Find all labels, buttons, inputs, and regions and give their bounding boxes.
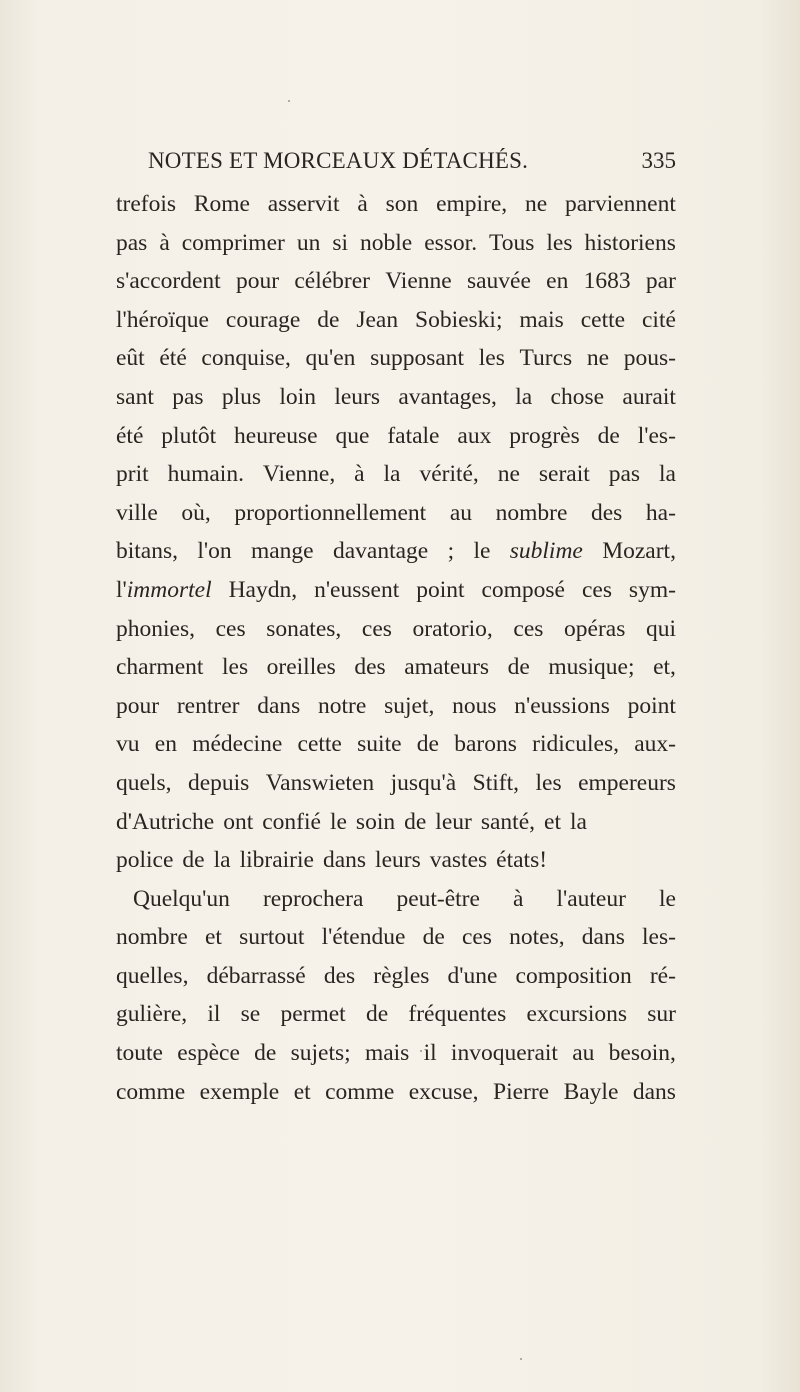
word: ces xyxy=(361,615,392,642)
word: sant xyxy=(116,383,154,410)
word: ridicules, xyxy=(532,731,619,758)
italic-word: immortel xyxy=(126,576,212,603)
word: fréquentes xyxy=(408,1001,507,1028)
word: états! xyxy=(496,847,548,874)
word: point xyxy=(627,692,676,719)
text-line xyxy=(116,610,676,649)
word: ces xyxy=(215,615,246,642)
word: d'une xyxy=(447,962,498,989)
word: et xyxy=(293,1078,311,1105)
word: Rome xyxy=(193,191,250,217)
word: sujet, xyxy=(384,692,435,719)
word: excursions xyxy=(526,1001,627,1028)
word: au xyxy=(449,499,472,526)
word: Mozart, xyxy=(602,538,676,565)
word: depuis xyxy=(187,769,250,796)
running-head: NOTES ET MORCEAUX DÉTACHÉS. xyxy=(148,148,529,173)
word: sur xyxy=(647,1001,676,1028)
text-line xyxy=(116,880,676,919)
word: conquise, xyxy=(201,345,291,372)
word: police xyxy=(116,847,174,874)
word: nombre xyxy=(495,499,568,526)
word: barons xyxy=(454,731,517,758)
word: comme xyxy=(116,1078,186,1105)
word: eût xyxy=(116,345,145,372)
word: si xyxy=(332,229,348,256)
word: sauvée xyxy=(466,268,531,295)
word: parviennent xyxy=(564,191,676,217)
word: dans xyxy=(257,692,301,719)
italic-word: sublime xyxy=(509,538,583,565)
word: pour xyxy=(116,692,160,719)
word: cette xyxy=(297,731,342,758)
word: la xyxy=(383,461,401,488)
word: davantage xyxy=(332,538,429,565)
word: vastes xyxy=(429,847,488,874)
word: ces xyxy=(461,924,492,951)
word: que xyxy=(335,422,370,449)
word: et, xyxy=(653,654,676,681)
word: soin xyxy=(355,808,396,835)
word: mais xyxy=(364,1040,410,1067)
word: les xyxy=(535,769,562,796)
word: supposant xyxy=(370,345,465,372)
word: l'es- xyxy=(637,422,676,449)
word: sonates, xyxy=(266,615,342,642)
word: il xyxy=(423,1040,437,1067)
word: quels, xyxy=(116,769,172,796)
text-line xyxy=(116,339,676,378)
text-line xyxy=(116,725,676,764)
word: Haydn, xyxy=(228,576,298,603)
text-line xyxy=(116,417,676,456)
word: charment xyxy=(116,654,204,681)
word: à xyxy=(159,229,170,256)
word: excuse, xyxy=(408,1078,479,1105)
word: bitans, xyxy=(116,538,179,565)
word: plutôt xyxy=(161,422,217,449)
word: reprochera xyxy=(262,885,364,912)
word: peut-être xyxy=(396,885,480,912)
word: au xyxy=(572,1040,595,1067)
word: 1683 xyxy=(583,268,631,295)
word: ne xyxy=(524,191,548,217)
word: n'eussions xyxy=(514,692,610,719)
paper-speck xyxy=(420,1050,422,1052)
word: dans xyxy=(581,924,625,951)
text-line xyxy=(116,262,676,301)
word: nous xyxy=(452,692,497,719)
word: vérité, xyxy=(419,461,479,488)
word: où, xyxy=(181,499,211,526)
word: à xyxy=(512,885,524,912)
word: notre xyxy=(318,692,367,719)
word: besoin, xyxy=(608,1040,676,1067)
word: essor. xyxy=(424,229,478,256)
word: phonies, xyxy=(116,615,195,642)
word: pas xyxy=(608,461,641,488)
word: se xyxy=(240,1001,261,1028)
word: toute xyxy=(116,1040,163,1067)
word: d'Autriche xyxy=(116,808,215,835)
word: empereurs xyxy=(578,769,676,796)
word: l'on xyxy=(197,538,232,565)
word: empire, xyxy=(436,191,508,217)
word: librairie xyxy=(239,847,314,874)
word: à xyxy=(357,191,368,217)
text-line xyxy=(116,957,676,996)
word: la xyxy=(658,461,676,488)
word: les- xyxy=(642,924,676,951)
paper-speck xyxy=(520,1358,522,1360)
word: composé xyxy=(481,576,565,603)
word: permet xyxy=(280,1001,346,1028)
word: ne xyxy=(497,461,520,488)
word: ne xyxy=(586,345,610,372)
word: un xyxy=(296,229,321,256)
page-number: 335 xyxy=(641,148,676,173)
text-line xyxy=(116,301,676,340)
word: opéras xyxy=(564,615,626,642)
word: règles xyxy=(373,962,430,989)
word: gulière, xyxy=(116,1001,188,1028)
word: débarrassé xyxy=(206,962,306,989)
word: de xyxy=(182,847,205,874)
word: ha- xyxy=(645,499,676,526)
word: proportionnellement xyxy=(234,499,427,526)
word: et xyxy=(204,924,222,951)
word: courage xyxy=(225,306,301,333)
text-line xyxy=(116,532,676,571)
text-line xyxy=(116,764,676,803)
word: oreilles xyxy=(266,654,336,681)
word: chose xyxy=(550,383,605,410)
word: les xyxy=(546,229,573,256)
word: loin xyxy=(279,383,316,410)
word: point xyxy=(416,576,465,603)
word: sujets; xyxy=(290,1040,351,1067)
word: leurs xyxy=(375,847,421,874)
word: ces xyxy=(513,615,544,642)
word: des xyxy=(354,654,386,681)
word: n'eussent xyxy=(314,576,400,603)
word: exemple xyxy=(199,1078,280,1105)
word: cette xyxy=(580,306,626,333)
word: comme xyxy=(325,1078,395,1105)
word: Vienne xyxy=(385,268,452,295)
text-line xyxy=(116,571,676,610)
word: qu'en xyxy=(305,345,356,372)
word: dans xyxy=(322,847,367,874)
word: nombre xyxy=(116,924,188,951)
word: le xyxy=(473,538,491,565)
word: été xyxy=(116,422,144,449)
word: Sobieski; xyxy=(415,306,503,333)
paper-speck xyxy=(288,100,290,102)
word: aux- xyxy=(634,731,676,758)
word: l'héroïque xyxy=(116,306,209,333)
text-line xyxy=(116,378,676,417)
word: le xyxy=(658,885,676,912)
word: de xyxy=(507,654,530,681)
word: aux xyxy=(457,422,492,449)
word: Vienne, xyxy=(262,461,336,488)
word: été xyxy=(159,345,187,372)
word: pous- xyxy=(623,345,676,372)
word: Jean xyxy=(356,306,399,333)
word: de xyxy=(365,1001,389,1028)
word: humain. xyxy=(167,461,244,488)
word: comprimer xyxy=(181,229,285,256)
word: progrès xyxy=(509,422,580,449)
word: Bayle xyxy=(563,1078,619,1105)
word: des xyxy=(323,962,356,989)
word: de xyxy=(404,808,427,835)
word: rentrer xyxy=(176,692,240,719)
word: les xyxy=(221,654,249,681)
word: médecine xyxy=(192,731,283,758)
text-line xyxy=(116,185,676,224)
word: vu xyxy=(116,731,140,758)
word: l'auteur xyxy=(556,885,626,912)
word: surtout xyxy=(239,924,305,951)
word: Tous xyxy=(489,229,535,256)
word: l'immortel xyxy=(116,576,212,603)
body-text xyxy=(116,185,676,1111)
word: Stift, xyxy=(472,769,520,796)
word: confié xyxy=(262,808,321,835)
word: les xyxy=(478,345,505,372)
word: jusqu'à xyxy=(390,769,457,796)
text-line xyxy=(116,841,676,880)
text-line xyxy=(116,995,676,1034)
word: dans xyxy=(632,1078,676,1105)
word: l'étendue xyxy=(321,924,406,951)
word: ville xyxy=(116,499,158,526)
word: aurait xyxy=(622,383,676,410)
text-line xyxy=(116,455,676,494)
text-line xyxy=(116,648,676,687)
word: il xyxy=(207,1001,221,1028)
word: ces xyxy=(581,576,612,603)
word: célébrer xyxy=(294,268,370,295)
word: son xyxy=(385,191,419,217)
word: pas xyxy=(172,383,204,410)
word: pour xyxy=(235,268,280,295)
word: suite xyxy=(357,731,402,758)
word: leur xyxy=(435,808,472,835)
text-line xyxy=(116,1034,676,1073)
word: mais xyxy=(519,306,564,333)
word: par xyxy=(645,268,676,295)
word: santé, xyxy=(480,808,536,835)
word: ré- xyxy=(649,962,676,989)
word: trefois xyxy=(116,191,177,217)
text-line xyxy=(116,224,676,263)
word: en xyxy=(154,731,177,758)
word: de xyxy=(317,306,340,333)
word: mange xyxy=(250,538,314,565)
text-line xyxy=(116,803,676,842)
word: et xyxy=(544,808,561,835)
word: de xyxy=(416,731,439,758)
word: de xyxy=(254,1040,277,1067)
word: asservit xyxy=(267,191,340,217)
word: cité xyxy=(642,306,676,333)
word: invoquerait xyxy=(450,1040,558,1067)
word: avantages, xyxy=(398,383,497,410)
word: Vanswieten xyxy=(265,769,375,796)
word: la xyxy=(569,808,587,835)
word: ; xyxy=(447,538,455,565)
word: à xyxy=(354,461,365,488)
word: la xyxy=(515,383,533,410)
word: pas xyxy=(116,229,148,256)
word: prit xyxy=(116,461,149,488)
word: des xyxy=(590,499,623,526)
page-header xyxy=(148,148,676,178)
word: s'accordent xyxy=(116,268,221,295)
word: fatale xyxy=(387,422,440,449)
word: musique; xyxy=(548,654,635,681)
word: historiens xyxy=(584,229,676,256)
word: espèce xyxy=(177,1040,240,1067)
word: le xyxy=(329,808,347,835)
word: amateurs xyxy=(404,654,490,681)
word: Quelqu'un xyxy=(133,885,230,912)
word: quelles, xyxy=(116,962,189,989)
word: notes, xyxy=(509,924,565,951)
word: Pierre xyxy=(493,1078,550,1105)
word: qui xyxy=(645,615,676,642)
word: serait xyxy=(538,461,590,488)
word: ont xyxy=(223,808,254,835)
word: sym- xyxy=(628,576,676,603)
word: composition xyxy=(515,962,632,989)
word: leurs xyxy=(334,383,380,410)
text-line xyxy=(116,494,676,533)
word: oratorio, xyxy=(412,615,493,642)
word: noble xyxy=(359,229,413,256)
text-line xyxy=(116,918,676,957)
word: la xyxy=(213,847,231,874)
text-line xyxy=(116,687,676,726)
word: Turcs xyxy=(519,345,573,372)
text-line xyxy=(116,1073,676,1112)
word: en xyxy=(546,268,569,295)
word: heureuse xyxy=(234,422,318,449)
word xyxy=(510,532,583,571)
word: plus xyxy=(221,383,262,410)
word: de xyxy=(597,422,620,449)
word: de xyxy=(422,924,445,951)
